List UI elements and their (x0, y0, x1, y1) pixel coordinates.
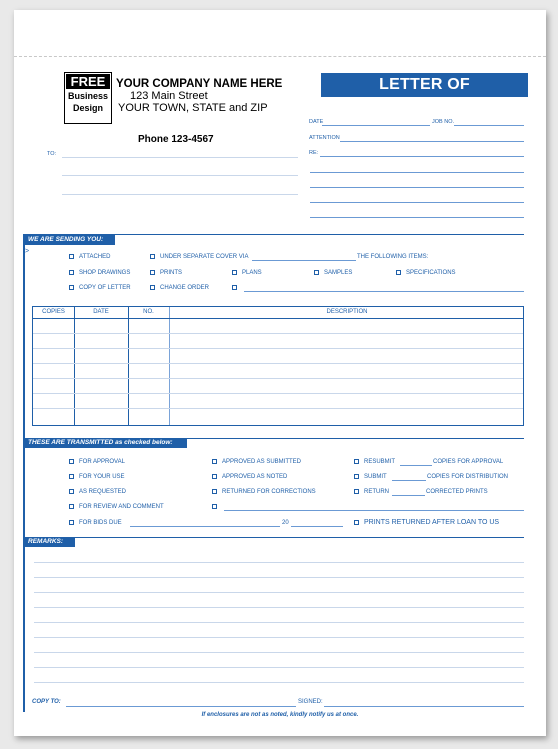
checkbox-under-separate-cover[interactable] (150, 253, 248, 261)
samples-label: SAMPLES (324, 270, 353, 276)
return-prints-field[interactable] (392, 495, 425, 496)
checkbox-icon (354, 489, 359, 494)
checkbox-plans[interactable] (232, 269, 262, 277)
bids-year-field[interactable] (291, 526, 343, 527)
logo-free: FREE (66, 74, 110, 89)
enclosure-note: If enclosures are not as noted, kindly notify us at once. (201, 712, 359, 718)
remarks-line[interactable] (34, 652, 524, 653)
attached-label: ATTACHED (79, 254, 111, 260)
specifications-label: SPECIFICATIONS (406, 270, 456, 276)
resubmit-label: RESUBMIT (364, 459, 396, 465)
checkbox-approved-as-submitted[interactable] (212, 458, 301, 466)
col-description: DESCRIPTION (326, 309, 368, 315)
checkbox-resubmit[interactable] (354, 458, 395, 466)
perforation-line (14, 56, 546, 57)
checkbox-approved-as-noted[interactable] (212, 473, 287, 481)
arrow-icon: > (25, 248, 30, 255)
checkbox-prints[interactable] (150, 269, 182, 277)
checkbox-change-order[interactable] (150, 284, 209, 292)
re-field-2[interactable] (310, 172, 524, 173)
to-label: TO: (47, 151, 57, 157)
returned-for-corrections-label: RETURNED FOR CORRECTIONS (222, 489, 316, 495)
remarks-line[interactable] (34, 682, 524, 683)
re-field-4[interactable] (310, 202, 524, 203)
checkbox-as-requested[interactable] (69, 488, 126, 496)
separate-cover-field[interactable] (252, 260, 356, 261)
checkbox-shop-drawings[interactable] (69, 269, 130, 277)
approved-as-noted-label: APPROVED AS NOTED (222, 474, 288, 480)
remarks-heading: REMARKS: (25, 537, 75, 547)
copies-for-approval-label: COPIES FOR APPROVAL (433, 459, 504, 465)
checkbox-icon (150, 254, 155, 259)
col-no: NO. (143, 309, 154, 315)
approved-as-submitted-label: APPROVED AS SUBMITTED (222, 459, 302, 465)
to-field-2[interactable] (62, 175, 298, 176)
remarks-line[interactable] (34, 592, 524, 593)
shop-drawings-label: SHOP DRAWINGS (79, 270, 131, 276)
left-section-bar (23, 234, 25, 712)
company-city: YOUR TOWN, STATE and ZIP (118, 102, 268, 114)
for-review-label: FOR REVIEW AND COMMENT (79, 504, 164, 510)
checkbox-icon (150, 270, 155, 275)
company-block (116, 78, 282, 114)
items-table (32, 306, 524, 426)
attention-label: ATTENTION (309, 135, 340, 141)
logo-business: Business (67, 91, 109, 101)
logo (64, 72, 112, 124)
remarks-divider (25, 537, 524, 538)
other-item-field[interactable] (244, 291, 524, 292)
company-street: 123 Main Street (130, 90, 208, 102)
submit-copies-field[interactable] (392, 480, 426, 481)
remarks-line[interactable] (34, 562, 524, 563)
following-items-label: THE FOLLOWING ITEMS: (357, 254, 429, 260)
checkbox-icon (396, 270, 401, 275)
to-field-3[interactable] (62, 194, 298, 195)
table-row[interactable] (33, 333, 523, 334)
checkbox-icon (354, 474, 359, 479)
checkbox-for-approval[interactable] (69, 458, 125, 466)
checkbox-icon (314, 270, 319, 275)
form-title: LETTER OF TRANSMITTAL (321, 73, 528, 97)
company-name: YOUR COMPANY NAME HERE (116, 78, 283, 90)
signed-label: SIGNED: (298, 699, 323, 705)
table-header-row (33, 318, 523, 319)
checkbox-icon (69, 285, 74, 290)
job-no-field[interactable] (454, 125, 524, 126)
checkbox-return[interactable] (354, 488, 389, 496)
job-no-label: JOB NO. (432, 119, 455, 125)
checkbox-other[interactable] (232, 284, 242, 292)
checkbox-returned-for-corrections[interactable] (212, 488, 316, 496)
to-field-1[interactable] (62, 157, 298, 158)
checkbox-icon (232, 285, 237, 290)
logo-design: Design (72, 103, 103, 113)
checkbox-icon (212, 474, 217, 479)
attention-field[interactable] (340, 141, 524, 142)
checkbox-icon (150, 285, 155, 290)
remarks-line[interactable] (34, 667, 524, 668)
copy-to-field[interactable] (66, 706, 296, 707)
table-row[interactable] (33, 348, 523, 349)
corrected-prints-label: CORRECTED PRINTS (426, 489, 488, 495)
checkbox-for-bids-due[interactable] (69, 519, 122, 527)
table-row[interactable] (33, 393, 523, 394)
sending-heading: WE ARE SENDING YOU: (25, 235, 115, 245)
submit-label: SUBMIT (364, 474, 387, 480)
change-order-label: CHANGE ORDER (160, 285, 210, 291)
checkbox-icon (69, 489, 74, 494)
col-copies: COPIES (42, 309, 65, 315)
bids-year-label: 20 (282, 520, 289, 526)
other-transmitted-field[interactable] (224, 510, 524, 511)
re-field-3[interactable] (310, 187, 524, 188)
checkbox-icon (212, 489, 217, 494)
table-row[interactable] (33, 363, 523, 364)
bids-due-date-field[interactable] (130, 526, 280, 527)
re-field-1[interactable] (320, 156, 524, 157)
table-row[interactable] (33, 408, 523, 409)
checkbox-samples[interactable] (314, 269, 352, 277)
checkbox-copy-of-letter[interactable] (69, 284, 131, 292)
transmitted-heading: THESE ARE TRANSMITTED as checked below: (25, 438, 187, 448)
checkbox-icon (69, 459, 74, 464)
checkbox-icon (354, 520, 359, 525)
prints-returned-label: PRINTS RETURNED AFTER LOAN TO US (364, 519, 500, 526)
date-label: DATE (309, 119, 324, 125)
remarks-line[interactable] (34, 607, 524, 608)
checkbox-icon (69, 474, 74, 479)
copy-to-label: COPY TO: (32, 699, 61, 705)
plans-label: PLANS (242, 270, 262, 276)
date-field[interactable] (322, 125, 430, 126)
checkbox-for-your-use[interactable] (69, 473, 125, 481)
checkbox-icon (212, 504, 217, 509)
checkbox-submit[interactable] (354, 473, 387, 481)
for-bids-due-label: FOR BIDS DUE (79, 520, 122, 526)
copy-of-letter-label: COPY OF LETTER (79, 285, 131, 291)
checkbox-attached[interactable] (69, 253, 110, 261)
remarks-line[interactable] (34, 577, 524, 578)
as-requested-label: AS REQUESTED (79, 489, 127, 495)
checkbox-specifications[interactable] (396, 269, 456, 277)
company-phone: Phone 123-4567 (138, 134, 214, 145)
return-label: RETURN (364, 489, 389, 495)
table-row[interactable] (33, 378, 523, 379)
checkbox-icon (212, 459, 217, 464)
checkbox-icon (354, 459, 359, 464)
checkbox-other-transmitted[interactable] (212, 503, 222, 511)
checkbox-icon (232, 270, 237, 275)
remarks-line[interactable] (34, 622, 524, 623)
for-approval-label: FOR APPROVAL (79, 459, 125, 465)
copies-for-distribution-label: COPIES FOR DISTRIBUTION (427, 474, 509, 480)
checkbox-icon (69, 520, 74, 525)
signed-field[interactable] (324, 706, 524, 707)
col-date: DATE (93, 309, 109, 315)
checkbox-for-review[interactable] (69, 503, 164, 511)
re-label: RE: (309, 150, 319, 156)
checkbox-icon (69, 270, 74, 275)
checkbox-icon (69, 504, 74, 509)
transmittal-form (14, 10, 546, 736)
remarks-line[interactable] (34, 637, 524, 638)
checkbox-prints-returned[interactable] (354, 519, 499, 527)
re-field-5[interactable] (310, 217, 524, 218)
for-your-use-label: FOR YOUR USE (79, 474, 125, 480)
resubmit-copies-field[interactable] (400, 465, 432, 466)
checkbox-icon (69, 254, 74, 259)
under-separate-label: UNDER SEPARATE COVER VIA (160, 254, 249, 260)
prints-label: PRINTS (160, 270, 183, 276)
